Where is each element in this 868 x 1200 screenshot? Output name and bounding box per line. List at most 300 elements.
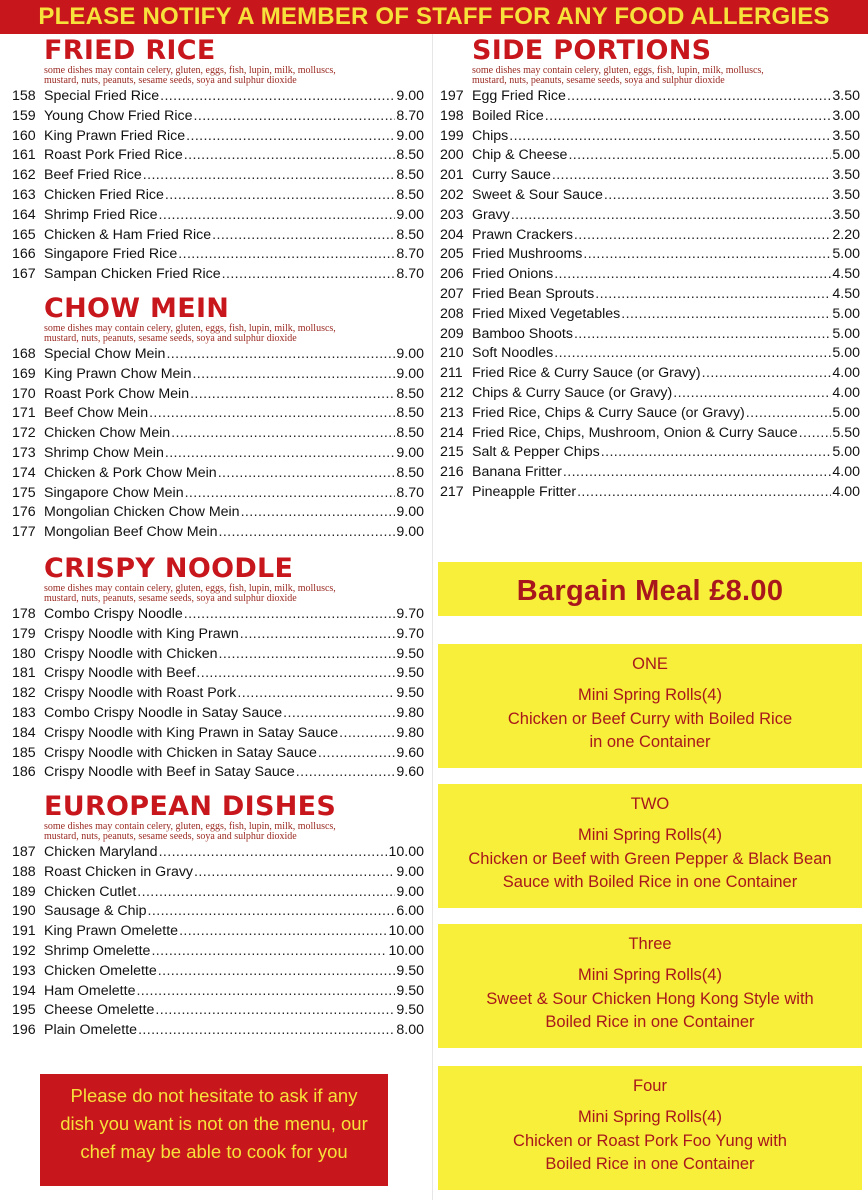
meal-line: Mini Spring Rolls(4) — [578, 1108, 722, 1126]
item-number: 203 — [440, 206, 464, 223]
menu-item-row — [12, 385, 424, 405]
meal-line: Sauce with Boiled Rice in one Container — [502, 873, 798, 891]
item-list — [12, 843, 424, 1041]
dot-leader — [595, 285, 831, 305]
dot-leader — [196, 664, 395, 684]
item-name: Chicken Omelette — [44, 962, 157, 979]
item-number: 180 — [12, 645, 36, 662]
item-number: 159 — [12, 107, 36, 124]
menu-item-row — [12, 523, 424, 543]
item-name: Chips — [472, 127, 509, 144]
item-price: 8.50 — [396, 147, 424, 164]
item-name: Fried Rice, Chips & Curry Sauce (or Gravy) — [472, 404, 745, 421]
item-price: 8.50 — [396, 464, 424, 481]
dot-leader — [158, 962, 396, 982]
item-list — [12, 605, 424, 783]
item-name: Crispy Noodle with King Prawn in Satay Sauce — [44, 724, 339, 741]
item-number: 173 — [12, 444, 36, 461]
item-price: 6.00 — [396, 903, 424, 920]
menu-item-row — [440, 325, 860, 345]
menu-item-row — [12, 763, 424, 783]
item-price: 8.70 — [396, 484, 424, 501]
dot-leader — [621, 305, 831, 325]
dot-leader — [192, 365, 395, 385]
item-price: 5.00 — [832, 305, 860, 322]
column-divider — [432, 34, 433, 1200]
item-name: Bamboo Shoots — [472, 325, 573, 342]
item-name: Beef Fried Rice — [44, 167, 142, 184]
item-list — [12, 87, 424, 285]
menu-item-row — [12, 605, 424, 625]
menu-item-row — [440, 186, 860, 206]
dot-leader — [563, 463, 831, 483]
item-name: King Prawn Fried Rice — [44, 127, 186, 144]
item-price: 5.00 — [832, 246, 860, 263]
item-name: Singapore Fried Rice — [44, 246, 178, 263]
item-name: Crispy Noodle with Beef — [44, 665, 196, 682]
item-number: 161 — [12, 147, 36, 164]
item-name: Crispy Noodle with Chicken in Satay Sauce — [44, 744, 317, 761]
item-price: 9.70 — [396, 606, 424, 622]
menu-item-row — [12, 226, 424, 246]
item-number: 210 — [440, 345, 464, 362]
item-name: Beef Chow Mein — [44, 405, 149, 422]
dot-leader — [179, 922, 387, 942]
dot-leader — [186, 127, 395, 147]
meal-line: Mini Spring Rolls(4) — [578, 686, 722, 704]
menu-item-row — [12, 962, 424, 982]
dot-leader — [283, 704, 395, 724]
item-name: Roast Chicken in Gravy — [44, 863, 194, 880]
item-number: 201 — [440, 167, 464, 184]
meal-line: Boiled Rice in one Container — [545, 1013, 755, 1031]
menu-item-row — [440, 364, 860, 384]
section-title: FRIED RICE — [44, 35, 216, 66]
item-name: Combo Crispy Noodle in Satay Sauce — [44, 704, 283, 721]
item-number: 187 — [12, 844, 36, 860]
item-number: 200 — [440, 147, 464, 164]
dot-leader — [241, 503, 396, 523]
item-price: 9.50 — [396, 645, 424, 662]
dot-leader — [296, 763, 396, 783]
item-price: 4.50 — [832, 285, 860, 302]
allergen-note: some dishes may contain celery, gluten, eggs, fish, lupin, milk, molluscs, mustard, nuts, peanuts, sesame seeds, soya and sulphur dioxide — [472, 65, 764, 86]
item-number: 160 — [12, 127, 36, 144]
meal-line: Boiled Rice in one Container — [545, 1155, 755, 1173]
item-price: 5.50 — [832, 424, 860, 441]
dot-leader — [545, 107, 832, 127]
menu-item-row — [440, 424, 860, 444]
item-price: 9.50 — [396, 962, 424, 979]
item-name: Cheese Omelette — [44, 1002, 155, 1019]
item-price: 9.00 — [396, 444, 424, 461]
dot-leader — [184, 605, 396, 625]
item-number: 158 — [12, 88, 36, 104]
item-name: Plain Omelette — [44, 1022, 138, 1039]
item-number: 178 — [12, 606, 36, 622]
dot-leader — [240, 625, 396, 645]
item-price: 8.70 — [396, 246, 424, 263]
dot-leader — [143, 166, 396, 186]
item-price: 8.50 — [396, 226, 424, 243]
item-number: 186 — [12, 764, 36, 781]
dot-leader — [568, 146, 831, 166]
item-name: Salt & Pepper Chips — [472, 444, 600, 461]
item-number: 174 — [12, 464, 36, 481]
item-price: 3.50 — [832, 206, 860, 223]
bargain-meal-three — [438, 924, 862, 1048]
menu-item-row — [12, 107, 424, 127]
item-price: 9.00 — [396, 206, 424, 223]
menu-item-row — [440, 384, 860, 404]
meal-label: Four — [633, 1077, 667, 1095]
item-price: 3.50 — [832, 167, 860, 184]
menu-item-row — [440, 87, 860, 107]
item-name: Combo Crispy Noodle — [44, 606, 183, 622]
item-name: Roast Pork Fried Rice — [44, 147, 183, 164]
item-name: Chicken Cutlet — [44, 883, 137, 900]
item-number: 212 — [440, 384, 464, 401]
meal-line: Mini Spring Rolls(4) — [578, 966, 722, 984]
menu-item-row — [12, 464, 424, 484]
item-price: 4.00 — [832, 384, 860, 401]
item-number: 206 — [440, 266, 464, 283]
item-name: Sausage & Chip — [44, 903, 147, 920]
item-number: 205 — [440, 246, 464, 263]
menu-item-row — [440, 443, 860, 463]
dot-leader — [138, 1021, 395, 1041]
dot-leader — [159, 843, 388, 863]
item-name: Fried Bean Sprouts — [472, 285, 595, 302]
item-number: 170 — [12, 385, 36, 402]
item-number: 190 — [12, 903, 36, 920]
menu-item-row — [12, 444, 424, 464]
menu-item-row — [440, 146, 860, 166]
item-number: 164 — [12, 206, 36, 223]
dot-leader — [165, 186, 396, 206]
item-name: Mongolian Beef Chow Mein — [44, 524, 218, 541]
item-name: Chicken & Ham Fried Rice — [44, 226, 212, 243]
item-number: 211 — [440, 365, 463, 382]
item-name: Chicken Fried Rice — [44, 186, 164, 203]
item-number: 189 — [12, 883, 36, 900]
item-price: 10.00 — [388, 923, 424, 940]
item-number: 184 — [12, 724, 36, 741]
item-price: 9.00 — [396, 524, 424, 541]
item-price: 5.00 — [832, 444, 860, 461]
dot-leader — [574, 325, 831, 345]
menu-item-row — [440, 127, 860, 147]
item-name: Chicken Chow Mein — [44, 425, 171, 442]
item-number: 171 — [12, 405, 36, 422]
menu-item-row — [440, 107, 860, 127]
item-list — [12, 345, 424, 543]
dot-leader — [166, 345, 395, 365]
menu-item-row — [12, 503, 424, 523]
menu-item-row — [12, 186, 424, 206]
meal-label: Three — [628, 935, 672, 953]
menu-item-row — [440, 245, 860, 265]
item-number: 213 — [440, 404, 464, 421]
dot-leader — [194, 863, 395, 883]
menu-item-row — [12, 245, 424, 265]
dot-leader — [583, 245, 831, 265]
menu-item-row — [12, 484, 424, 504]
item-name: Egg Fried Rice — [472, 88, 566, 104]
meal-line: in one Container — [589, 733, 711, 751]
item-name: Curry Sauce — [472, 167, 551, 184]
dot-leader — [509, 127, 831, 147]
item-price: 5.00 — [832, 345, 860, 362]
item-price: 8.50 — [396, 167, 424, 184]
meal-description — [438, 964, 862, 1035]
menu-item-row — [12, 922, 424, 942]
menu-item-row — [440, 344, 860, 364]
item-name: Soft Noodles — [472, 345, 554, 362]
meal-line: Chicken or Beef Curry with Boiled Rice — [507, 709, 793, 728]
dot-leader — [194, 107, 396, 127]
item-price: 3.50 — [832, 88, 860, 104]
dot-leader — [552, 166, 832, 186]
item-number: 176 — [12, 504, 36, 521]
item-price: 8.50 — [396, 425, 424, 442]
item-name: Mongolian Chicken Chow Mein — [44, 504, 240, 521]
notice-line: dish you want is not on the menu, our — [60, 1113, 368, 1134]
item-price: 8.00 — [396, 1022, 424, 1039]
item-number: 204 — [440, 226, 464, 243]
dot-leader — [171, 424, 395, 444]
meal-label: ONE — [632, 655, 668, 673]
notice-line: chef may be able to cook for you — [80, 1141, 348, 1162]
menu-item-row — [440, 285, 860, 305]
item-number: 192 — [12, 942, 36, 959]
item-price: 9.50 — [396, 665, 424, 682]
bargain-meal-one — [438, 644, 862, 768]
item-price: 8.50 — [396, 385, 424, 402]
item-name: King Prawn Omelette — [44, 923, 179, 940]
bargain-title: Bargain Meal £8.00 — [516, 575, 784, 607]
item-name: Fried Rice, Chips, Mushroom, Onion & Curry Sauce — [472, 424, 798, 441]
section-european-dishes — [12, 792, 424, 1041]
item-name: Crispy Noodle with Chicken — [44, 645, 218, 662]
item-price: 9.50 — [396, 982, 424, 999]
dot-leader — [554, 344, 831, 364]
item-price: 9.00 — [396, 88, 424, 104]
item-price: 10.00 — [388, 844, 424, 860]
dot-leader — [137, 883, 395, 903]
item-number: 169 — [12, 365, 36, 382]
item-price: 4.50 — [832, 266, 860, 283]
item-price: 9.00 — [396, 346, 424, 362]
item-number: 199 — [440, 127, 464, 144]
meal-line: Chicken or Roast Pork Foo Yung with — [513, 1131, 787, 1150]
item-name: Sweet & Sour Sauce — [472, 186, 603, 203]
dot-leader — [184, 146, 396, 166]
item-price: 5.00 — [832, 404, 860, 421]
item-name: Boiled Rice — [472, 107, 544, 124]
item-price: 9.00 — [396, 504, 424, 521]
menu-item-row — [12, 166, 424, 186]
item-price: 9.50 — [396, 1002, 424, 1019]
item-name: Chip & Cheese — [472, 147, 568, 164]
item-price: 9.80 — [396, 724, 424, 741]
section-side-portions — [440, 36, 860, 503]
menu-item-row — [12, 625, 424, 645]
item-number: 197 — [440, 88, 464, 104]
dot-leader — [604, 186, 831, 206]
menu-item-row — [12, 744, 424, 764]
item-price: 9.50 — [396, 685, 424, 702]
item-price: 4.00 — [832, 464, 860, 481]
item-name: Special Chow Mein — [44, 346, 166, 362]
meal-description — [438, 684, 862, 755]
menu-item-row — [12, 883, 424, 903]
item-price: 9.80 — [396, 704, 424, 721]
menu-item-row — [12, 127, 424, 147]
menu-item-row — [12, 982, 424, 1002]
item-price: 8.50 — [396, 405, 424, 422]
item-price: 9.00 — [396, 127, 424, 144]
item-name: Pineapple Fritter — [472, 483, 577, 500]
dot-leader — [746, 404, 832, 424]
item-price: 3.00 — [832, 107, 860, 124]
item-price: 9.00 — [396, 365, 424, 382]
allergen-note: some dishes may contain celery, gluten, eggs, fish, lupin, milk, molluscs, mustard, nuts, peanuts, sesame seeds, soya and sulphur dioxide — [44, 65, 336, 86]
item-number: 183 — [12, 704, 36, 721]
item-name: Shrimp Omelette — [44, 942, 151, 959]
dot-leader — [151, 942, 387, 962]
item-number: 162 — [12, 167, 36, 184]
ask-chef-notice — [40, 1074, 388, 1186]
item-number: 214 — [440, 424, 464, 441]
dot-leader — [339, 724, 395, 744]
item-price: 9.60 — [396, 764, 424, 781]
item-price: 8.50 — [396, 186, 424, 203]
item-number: 185 — [12, 744, 36, 761]
bargain-meal-four — [438, 1066, 862, 1190]
item-name: Crispy Noodle with Beef in Satay Sauce — [44, 764, 295, 781]
item-name: Crispy Noodle with Roast Pork — [44, 685, 237, 702]
item-number: 188 — [12, 863, 36, 880]
meal-line: Mini Spring Rolls(4) — [578, 826, 722, 844]
item-name: Crispy Noodle with King Prawn — [44, 625, 239, 642]
item-number: 191 — [12, 923, 36, 940]
dot-leader — [136, 982, 395, 1002]
item-price: 9.70 — [396, 625, 424, 642]
menu-item-row — [440, 404, 860, 424]
dot-leader — [574, 226, 831, 246]
menu-item-row — [12, 87, 424, 107]
item-price: 5.00 — [832, 325, 860, 342]
section-crispy-noodle — [12, 554, 424, 783]
item-name: Chicken & Pork Chow Mein — [44, 464, 217, 481]
menu-item-row — [12, 664, 424, 684]
menu-item-row — [12, 863, 424, 883]
item-price: 9.00 — [396, 883, 424, 900]
section-title: SIDE PORTIONS — [472, 35, 712, 66]
dot-leader — [673, 384, 831, 404]
item-name: Prawn Crackers — [472, 226, 573, 243]
section-title: CRISPY NOODLE — [44, 553, 294, 584]
item-name: Shrimp Fried Rice — [44, 206, 158, 223]
menu-item-row — [440, 265, 860, 285]
item-name: Roast Pork Chow Mein — [44, 385, 190, 402]
meal-description — [438, 1106, 862, 1177]
menu-item-row — [440, 483, 860, 503]
dot-leader — [554, 265, 831, 285]
item-price: 3.50 — [832, 127, 860, 144]
dot-leader — [155, 1001, 395, 1021]
dot-leader — [219, 523, 396, 543]
item-name: Shrimp Chow Mein — [44, 444, 164, 461]
allergen-note: some dishes may contain celery, gluten, eggs, fish, lupin, milk, molluscs, mustard, nuts, peanuts, sesame seeds, soya and sulphur dioxide — [44, 583, 336, 604]
menu-item-row — [12, 424, 424, 444]
item-name: Young Chow Fried Rice — [44, 107, 193, 124]
dot-leader — [178, 245, 395, 265]
meal-label: TWO — [630, 795, 670, 813]
menu-item-row — [12, 404, 424, 424]
item-price: 9.60 — [396, 744, 424, 761]
item-name: King Prawn Chow Mein — [44, 365, 192, 382]
menu-item-row — [12, 345, 424, 365]
menu-item-row — [12, 1021, 424, 1041]
item-name: Sampan Chicken Fried Rice — [44, 266, 221, 283]
dot-leader — [318, 744, 396, 764]
section-title: CHOW MEIN — [44, 293, 230, 324]
item-number: 216 — [440, 464, 464, 481]
menu-item-row — [12, 684, 424, 704]
item-name: Banana Fritter — [472, 464, 562, 481]
item-number: 163 — [12, 186, 36, 203]
dot-leader — [148, 902, 396, 922]
menu-item-row — [12, 942, 424, 962]
dot-leader — [702, 364, 832, 384]
item-price: 2.20 — [832, 226, 860, 243]
item-number: 175 — [12, 484, 36, 501]
dot-leader — [222, 265, 396, 285]
item-price: 8.70 — [396, 266, 424, 283]
meal-line: Chicken or Beef with Green Pepper & Black Bean — [468, 849, 832, 868]
menu-item-row — [12, 645, 424, 665]
dot-leader — [149, 404, 395, 424]
bargain-meal-header — [438, 562, 862, 616]
item-number: 196 — [12, 1022, 36, 1039]
menu-item-row — [12, 206, 424, 226]
item-number: 208 — [440, 305, 464, 322]
menu-item-row — [440, 226, 860, 246]
dot-leader — [160, 87, 395, 107]
menu-item-row — [440, 305, 860, 325]
item-price: 10.00 — [388, 942, 424, 959]
meal-description — [438, 824, 862, 895]
dot-leader — [511, 206, 832, 226]
item-number: 193 — [12, 962, 36, 979]
section-fried-rice — [12, 36, 424, 285]
menu-item-row — [12, 146, 424, 166]
item-number: 215 — [440, 444, 464, 461]
item-name: Gravy — [472, 206, 510, 223]
item-name: Special Fried Rice — [44, 88, 160, 104]
item-list — [440, 87, 860, 503]
dot-leader — [185, 484, 396, 504]
menu-item-row — [12, 1001, 424, 1021]
dot-leader — [190, 385, 395, 405]
item-number: 166 — [12, 246, 36, 263]
item-price: 5.00 — [832, 147, 860, 164]
item-name: Fried Mixed Vegetables — [472, 305, 621, 322]
dot-leader — [218, 645, 395, 665]
menu-item-row — [12, 724, 424, 744]
